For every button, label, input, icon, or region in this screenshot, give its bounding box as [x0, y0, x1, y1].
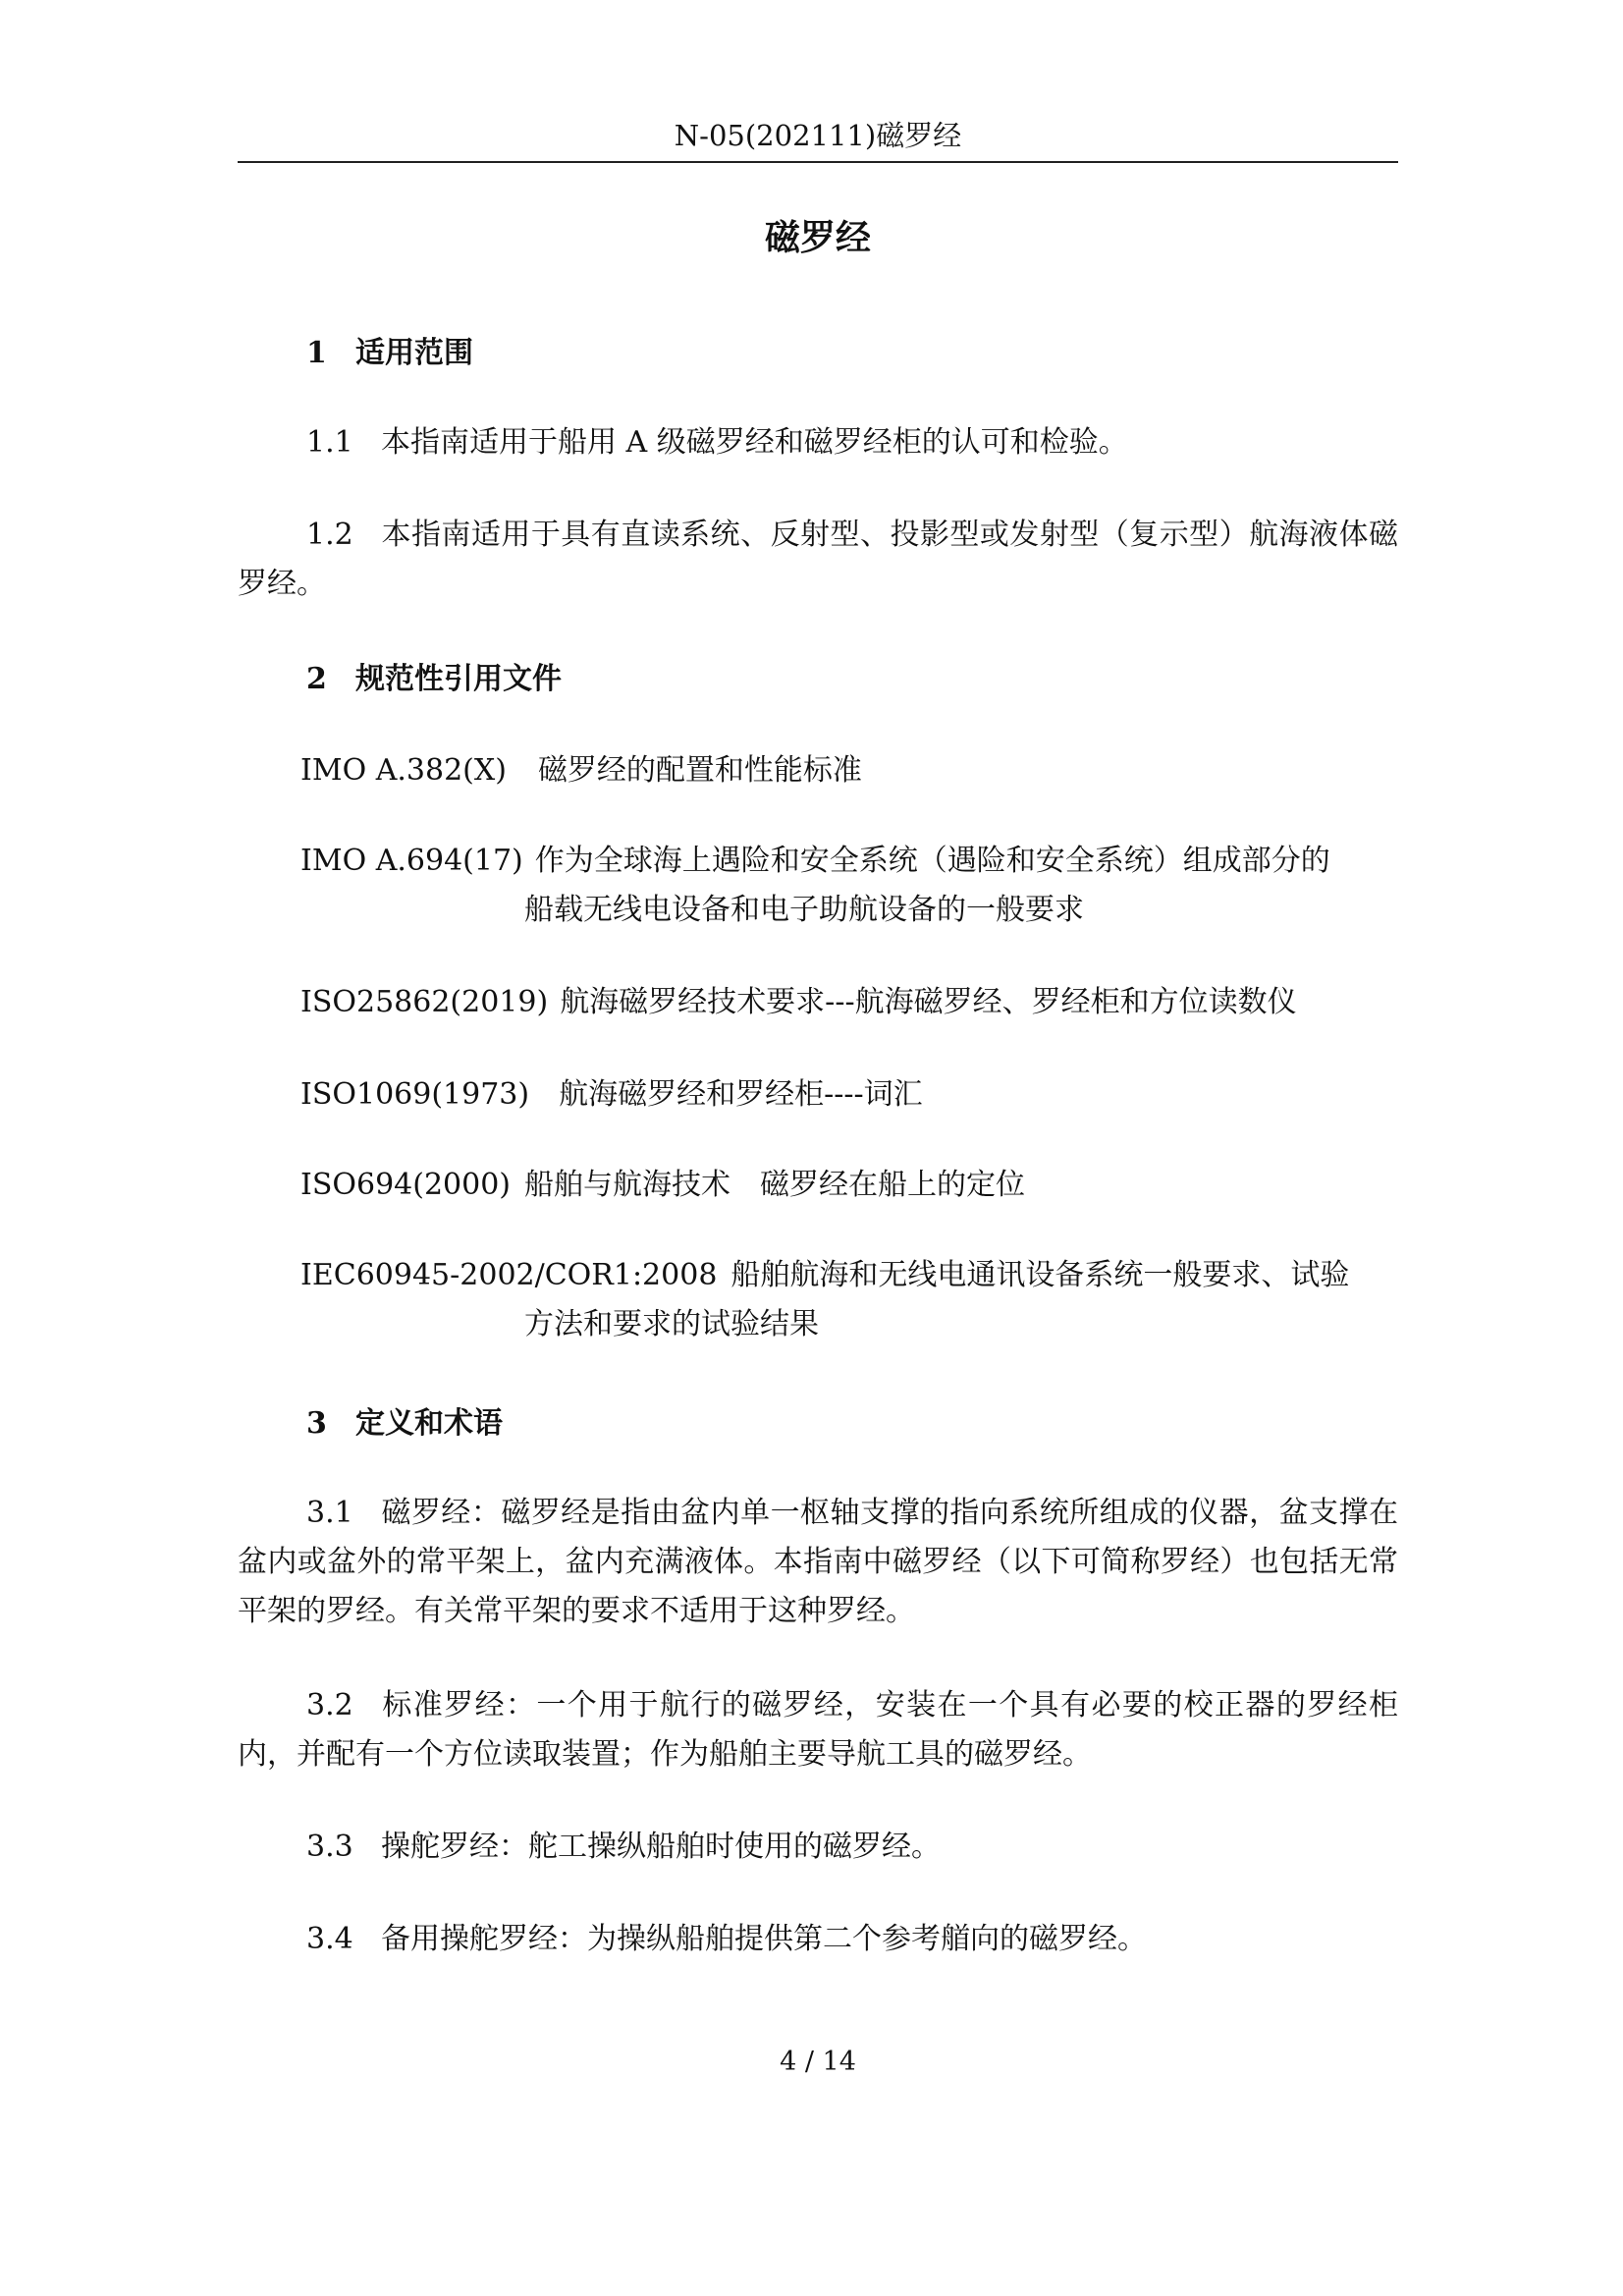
clause-1-2: [238, 511, 1398, 609]
reference-title: 磁罗经的配置和性能标准: [537, 753, 862, 788]
reference-title: 航海磁罗经技术要求---航海磁罗经、罗经柜和方位读数仪: [560, 985, 1297, 1019]
reference-item: [300, 978, 1398, 1027]
clause-number: 3.3: [306, 1830, 353, 1864]
reference-title-continued: 船载无线电设备和电子助航设备的一般要求: [524, 893, 1084, 927]
reference-title: 作为全球海上遇险和安全系统（遇险和安全系统）组成部分的: [534, 844, 1330, 878]
reference-code: IEC60945-2002/COR1:2008: [300, 1258, 718, 1292]
document-title: 磁罗经: [764, 217, 871, 258]
clause-text: 磁罗经：磁罗经是指由盆内单一枢轴支撑的指向系统所组成的仪器，盆支撑在盆内或盆外的常平架上，盆内充满液体。本指南中磁罗经（以下可简称罗经）也包括无常平架的罗经。有关常平架的要求不适用于这种罗经。: [238, 1496, 1398, 1628]
section-heading-3: [306, 1402, 503, 1446]
clause-text: 本指南适用于具有直读系统、反射型、投影型或发射型（复示型）航海液体磁罗经。: [238, 518, 1398, 601]
clause-3-4: [238, 1915, 1398, 1964]
clause-number: 3.2: [306, 1688, 353, 1722]
reference-title: 航海磁罗经和罗经柜----词汇: [559, 1077, 923, 1112]
section-title: 定义和术语: [355, 1406, 503, 1441]
reference-item: [300, 1161, 1398, 1210]
running-header: N-05(202111)磁罗经: [674, 119, 962, 152]
clause-text: 备用操舵罗经：为操纵船舶提供第二个参考艏向的磁罗经。: [381, 1922, 1147, 1956]
section-heading-2: [306, 658, 562, 701]
reference-item: [300, 1251, 1398, 1349]
clause-number: 3.4: [306, 1922, 353, 1956]
reference-title-continued: 方法和要求的试验结果: [524, 1307, 819, 1341]
section-number: 1: [306, 336, 327, 370]
section-number: 2: [306, 662, 327, 696]
clause-3-3: [238, 1823, 1398, 1872]
clause-number: 1.1: [306, 425, 353, 460]
reference-code: ISO25862(2019): [300, 985, 549, 1019]
reference-item: [300, 746, 1398, 795]
reference-title: 船舶与航海技术 磁罗经在船上的定位: [524, 1168, 1026, 1202]
page-number: 4 / 14: [780, 2047, 856, 2077]
clause-1-1: [238, 418, 1398, 467]
section-title: 规范性引用文件: [355, 662, 562, 696]
reference-item: [300, 1070, 1398, 1120]
clause-number: 3.1: [306, 1496, 353, 1530]
header-rule: [238, 161, 1398, 163]
reference-code: IMO A.694(17): [300, 844, 523, 878]
reference-title: 船舶航海和无线电通讯设备系统一般要求、试验: [730, 1258, 1350, 1292]
section-number: 3: [306, 1406, 327, 1441]
clause-number: 1.2: [306, 518, 353, 552]
reference-item: [300, 837, 1398, 935]
clause-text: 操舵罗经：舵工操纵船舶时使用的磁罗经。: [381, 1830, 941, 1864]
clause-text: 本指南适用于船用 A 级磁罗经和磁罗经柜的认可和检验。: [381, 425, 1128, 460]
reference-code: IMO A.382(X): [300, 753, 507, 788]
clause-text: 标准罗经：一个用于航行的磁罗经，安装在一个具有必要的校正器的罗经柜内，并配有一个方位读取装置；作为船舶主要导航工具的磁罗经。: [238, 1688, 1398, 1772]
section-heading-1: [306, 332, 473, 375]
reference-code: ISO1069(1973): [300, 1077, 530, 1112]
section-title: 适用范围: [355, 336, 473, 370]
reference-code: ISO694(2000): [300, 1168, 512, 1202]
clause-3-2: [238, 1681, 1398, 1779]
clause-3-1: [238, 1489, 1398, 1636]
